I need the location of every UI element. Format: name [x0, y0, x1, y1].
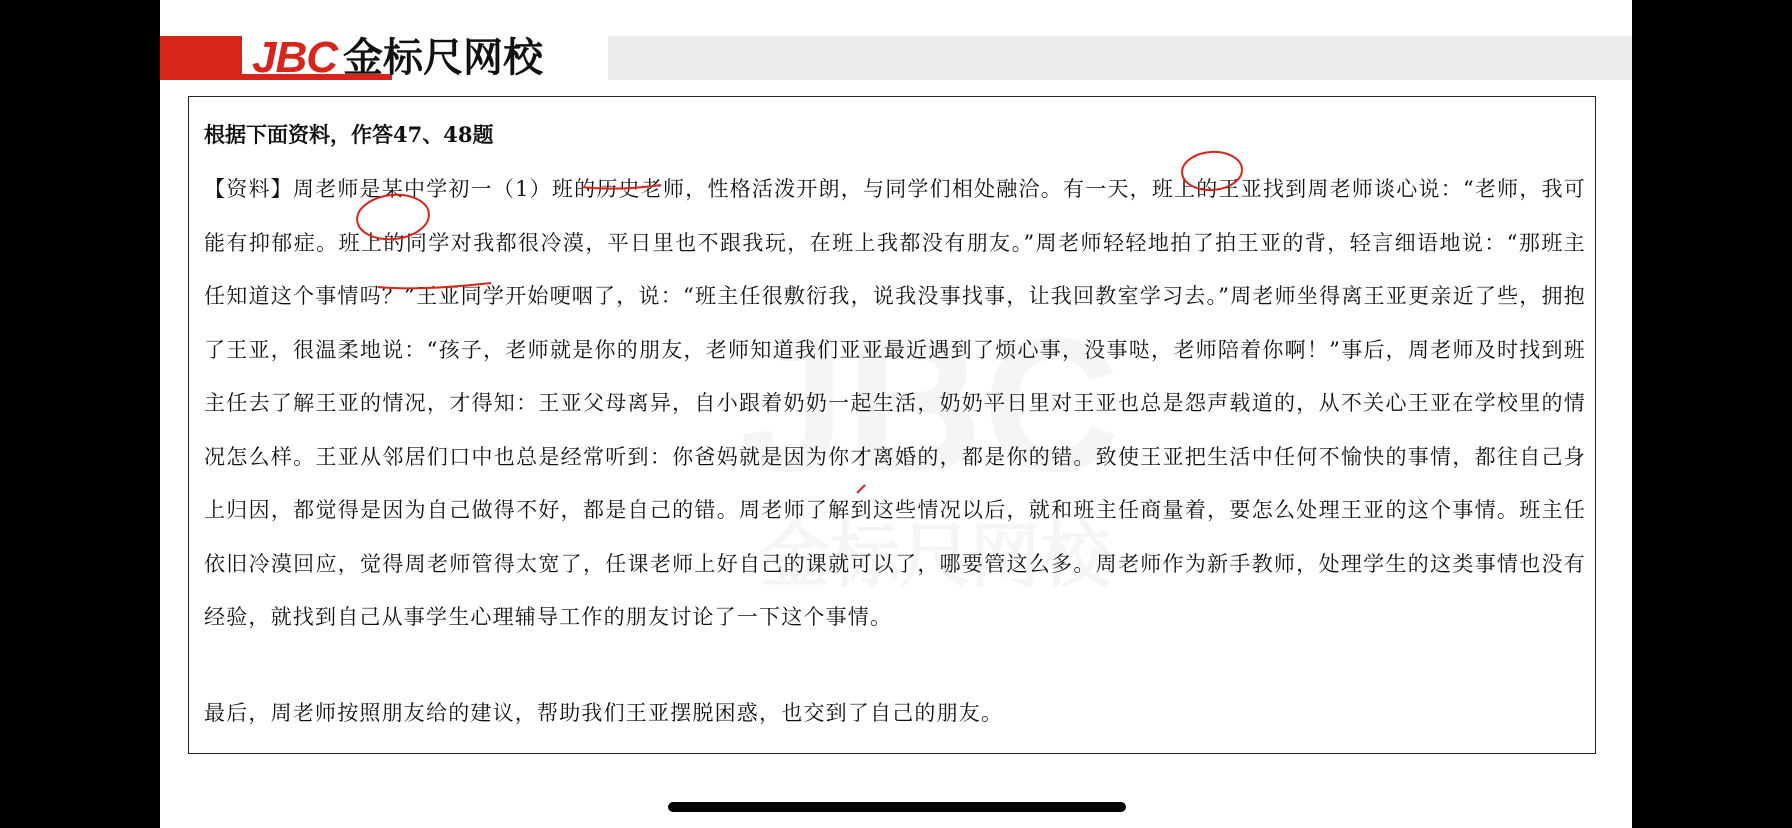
logo-latin-text: JBC	[252, 33, 338, 82]
material-paragraph: 【资料】周老师是某中学初一（1）班的历史老师，性格活泼开朗，与同学们相处融洽。有一天，班上的王亚找到周老师谈心说：“老师，我可能有抑郁症。班上的同学对我都很冷漠，平日里也不跟我玩，在班上我都没有朋友。”周老师轻轻地拍了拍王亚的背，轻言细语地说：“那班主任知道这个事情吗？”王亚同学开始哽咽了，说：“班主任很敷衍我，说我没事找事，让我回教室学习去。”周老师坐得离王亚更亲近了些，拥抱了王亚，很温柔地说：“孩子，老师就是你的朋友，老师知道我们亚亚最近遇到了烦心事，没事哒，老师陪着你啊！”事后，周老师及时找到班主任去了解王亚的情况，才得知：王亚父母离异，自小跟着奶奶一起生活，奶奶平日里对王亚也总是怨声载道的，从不关心王亚在学校里的情况怎么样。王亚从邻居们口中也总是经常听到：你爸妈就是因为你才离婚的，都是你的错。致使王亚把生活中任何不愉快的事情，都往自己身上归因，都觉得是因为自己做得不好，都是自己的错。周老师了解到这些情况以后，就和班主任商量着，要怎么处理王亚的这个事情。班主任依旧冷漠回应，觉得周老师管得太宽了，任课老师上好自己的课就可以了，哪要管这么多。周老师作为新手教师，处理学生的这类事情也没有经验，就找到自己从事学生心理辅导工作的朋友讨论了一下这个事情。	[204, 177, 1586, 629]
question-heading: 根据下面资料，作答47、48题	[204, 122, 494, 147]
svg-text:金标尺网校: 金标尺网校	[760, 515, 1110, 597]
header-red-block	[160, 36, 242, 80]
closing-paragraph: 最后，周老师按照朋友给的建议，帮助我们王亚摆脱困惑，也交到了自己的朋友。	[204, 701, 1004, 725]
document-page	[160, 0, 1632, 828]
svg-text:JBC: JBC	[740, 300, 1121, 511]
home-indicator[interactable]	[668, 802, 1126, 812]
brand-header	[160, 33, 1632, 82]
logo-chinese-text: 金标尺网校	[343, 35, 544, 81]
material-box	[188, 96, 1596, 754]
header-gray-band	[608, 36, 1632, 80]
brand-logo	[252, 33, 544, 82]
